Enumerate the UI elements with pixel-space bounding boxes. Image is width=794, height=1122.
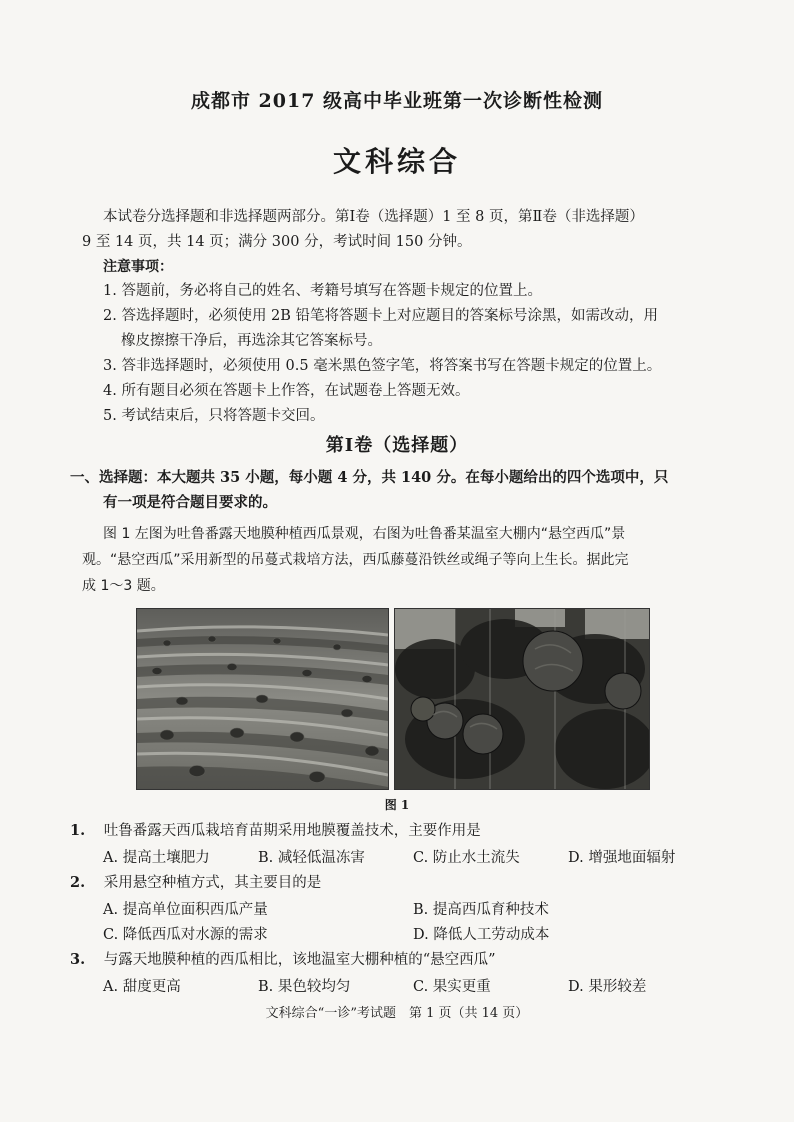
option-b[interactable]: B. 果色较均匀 [258,979,351,995]
option-c[interactable]: C. 防止水土流失 [413,850,520,866]
notes-title: 注意事项： [103,259,173,275]
note-item: 5. 考试结束后，只将答题卡交回。 [103,408,325,424]
note-item-continued: 橡皮擦擦干净后，再选涂其它答案标号。 [121,333,382,349]
question-1 [70,818,481,844]
section-instruction-line-2: 有一项是符合题目要求的。 [103,494,277,511]
intro-line-2: 9 至 14 页，共 14 页；满分 300 分，考试时间 150 分钟。 [82,234,472,250]
option-d[interactable]: D. 降低人工劳动成本 [413,927,550,943]
section-title: 第Ⅰ卷（选择题） [325,435,469,456]
page-footer: 文科综合“一诊”考试题 第 1 页（共 14 页） [265,1006,529,1021]
question-stem: 与露天地膜种植的西瓜相比，该地温室大棚种植的“悬空西瓜” [103,952,496,968]
option-a[interactable]: A. 提高单位面积西瓜产量 [103,902,268,918]
exam-title: 成都市 2017 级高中毕业班第一次诊断性检测 [190,90,604,112]
hanging-watermelon-photo [394,608,650,790]
question-2 [70,870,321,896]
section-instruction-line-1: 一、选择题：本大题共 35 小题，每小题 4 分，共 140 分。在每小题给出的四个选项中，只 [70,469,669,486]
option-b[interactable]: B. 减轻低温冻害 [258,850,365,866]
passage-line-3: 成 1～3 题。 [82,578,165,594]
option-c[interactable]: C. 果实更重 [413,979,491,995]
note-item: 1. 答题前，务必将自己的姓名、考籍号填写在答题卡规定的位置上。 [103,283,542,299]
subject-title: 文科综合 [332,145,461,178]
intro-line-1: 本试卷分选择题和非选择题两部分。第Ⅰ卷（选择题）1 至 8 页，第Ⅱ卷（非选择题） [103,209,644,225]
option-a[interactable]: A. 甜度更高 [103,979,181,995]
question-number: 3. [70,951,86,968]
question-3 [70,947,496,973]
option-b[interactable]: B. 提高西瓜育种技术 [413,902,549,918]
passage-line-1: 图 1 左图为吐鲁番露天地膜种植西瓜景观，右图为吐鲁番某温室大棚内“悬空西瓜”景 [103,526,626,542]
option-d[interactable]: D. 果形较差 [568,979,647,995]
option-a[interactable]: A. 提高土壤肥力 [103,850,210,866]
figure-caption: 图 1 [384,798,410,812]
passage-line-2: 观。“悬空西瓜”采用新型的吊蔓式栽培方法，西瓜藤蔓沿铁丝或绳子等向上生长。据此完 [82,552,629,568]
note-item: 3. 答非选择题时，必须使用 0.5 毫米黑色签字笔，将答案书写在答题卡规定的位置上。 [103,358,662,374]
question-stem: 吐鲁番露天西瓜栽培育苗期采用地膜覆盖技术，主要作用是 [103,823,481,839]
question-number: 1. [70,822,86,839]
field-watermelon-photo [136,608,389,790]
question-stem: 采用悬空种植方式，其主要目的是 [103,875,322,891]
option-c[interactable]: C. 降低西瓜对水源的需求 [103,927,268,943]
option-d[interactable]: D. 增强地面辐射 [568,850,676,866]
question-number: 2. [70,874,86,891]
note-item: 2. 答选择题时，必须使用 2B 铅笔将答题卡上对应题目的答案标号涂黑，如需改动，用 [103,308,659,324]
note-item: 4. 所有题目必须在答题卡上作答，在试题卷上答题无效。 [103,383,470,399]
